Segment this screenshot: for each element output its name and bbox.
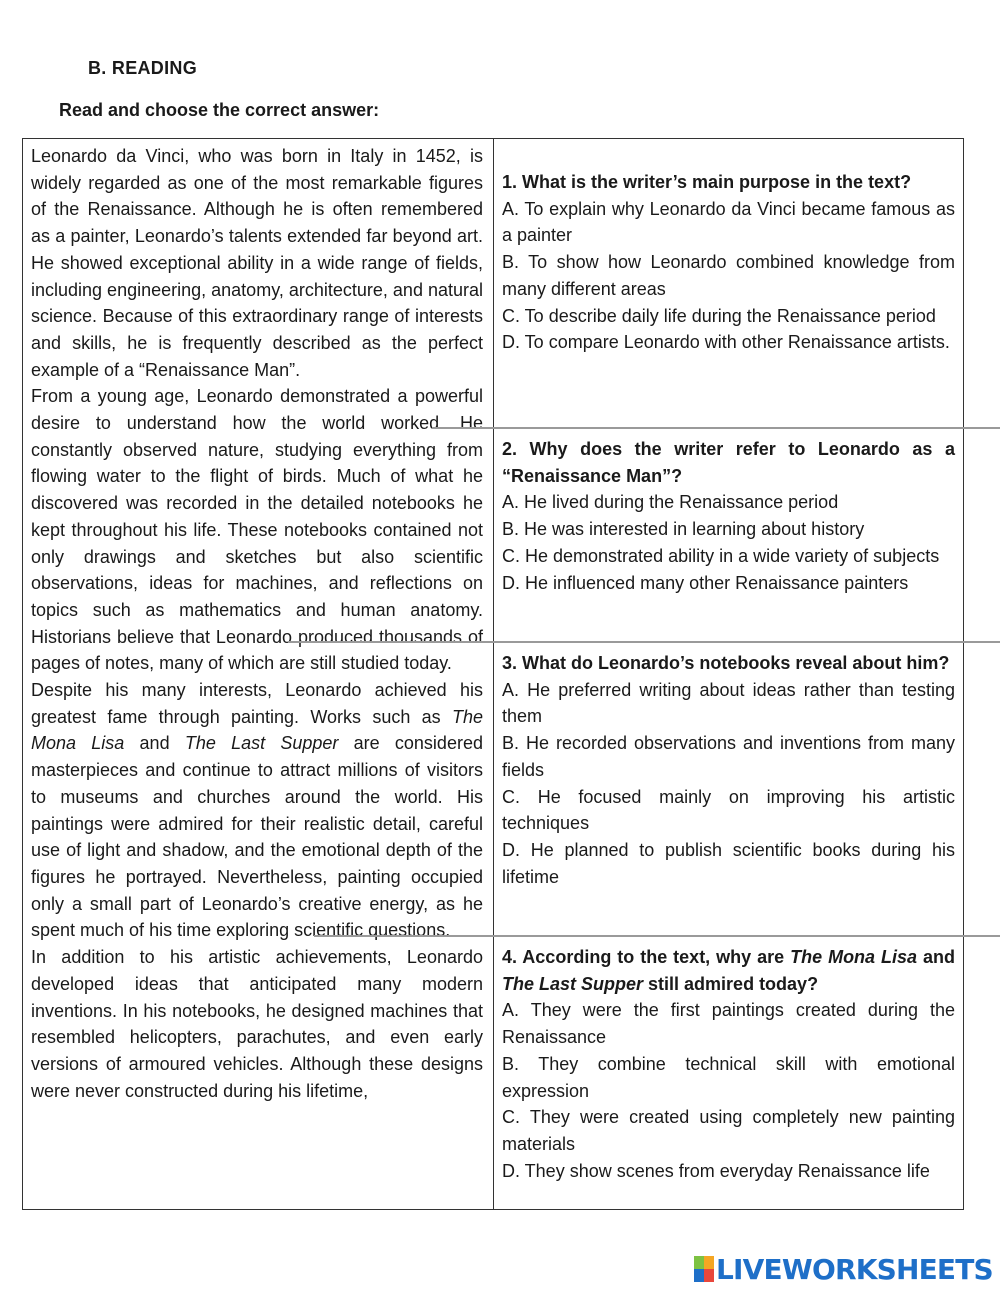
question-4-work-title: The Last Supper xyxy=(502,973,644,994)
question-2-text: 2. Why does the writer refer to Leonardo as a “Renaissance Man”? xyxy=(502,439,955,486)
question-4-work-title: The Mona Lisa xyxy=(790,947,918,967)
reading-table xyxy=(22,138,964,1210)
separator-line xyxy=(288,641,1000,643)
question-4-option-d[interactable]: D. They show scenes from everyday Renaissance life xyxy=(502,1160,930,1181)
question-4-option-b[interactable]: B. They combine technical skill with emotional expression xyxy=(502,1053,955,1101)
passage-p3-text-b: and xyxy=(124,733,185,754)
passage-paragraph-3 xyxy=(31,677,483,944)
question-4-text-c: still admired today? xyxy=(643,973,819,994)
question-4-text-a: 4. According to the text, why are xyxy=(502,947,791,967)
question-1-option-d[interactable]: D. To compare Leonardo with other Renaissance artists. xyxy=(502,332,950,353)
question-2-option-c[interactable]: C. He demonstrated ability in a wide variety of subjects xyxy=(502,545,940,566)
reading-passage xyxy=(31,143,483,1104)
question-4-option-a[interactable]: A. They were the first paintings created during the Renaissance xyxy=(502,1000,955,1048)
question-3-option-c[interactable]: C. He focused mainly on improving his artistic techniques xyxy=(502,786,955,834)
question-4-text-b: and xyxy=(917,947,956,967)
passage-work-title: The Mona Lisa xyxy=(31,706,483,754)
separator-line xyxy=(314,935,1000,937)
question-block-1 xyxy=(502,169,955,356)
question-1-option-a[interactable]: A. To explain why Leonardo da Vinci became famous as a painter xyxy=(502,198,955,246)
question-1-option-b[interactable]: B. To show how Leonardo combined knowledge from many different areas xyxy=(502,252,955,299)
passage-paragraph-2: From a young age, Leonardo demonstrated a powerful desire to understand how the world worked. He constantly observed nature, studying everything from flowing water to the flight of birds. Much of what he discovered was recorded in the detailed notebooks he kept throughout his life. These notebooks contained not only drawings and sketches but also scientific observations, ideas for machines, and reflections on topics such as mathematics and human anatomy. Historians believe that Leonardo produced thousands of pages of notes, many of which are still studied today. xyxy=(31,386,483,674)
question-3-text: 3. What do Leonardo’s notebooks reveal about him? xyxy=(502,653,950,673)
question-4-option-c[interactable]: C. They were created using completely new painting materials xyxy=(502,1107,955,1154)
separator-line xyxy=(432,427,1000,429)
instruction-text: Read and choose the correct answer: xyxy=(59,100,380,120)
liveworksheets-logo xyxy=(694,1254,993,1284)
question-block-4 xyxy=(502,944,955,1184)
question-block-2 xyxy=(502,436,955,596)
passage-paragraph-1: Leonardo da Vinci, who was born in Italy in 1452, is widely regarded as one of the most remarkable figures of the Renaissance. Although he is often remembered as a painter, Leonardo’s talents extended far beyond art. He showed exceptional ability in a wide range of fields, including engineering, anatomy, architecture, and natural science. Because of this extraordinary range of interests and skills, he is frequently described as the perfect example of a “Renaissance Man”. xyxy=(31,146,483,380)
passage-paragraph-4: In addition to his artistic achievements, Leonardo developed ideas that anticipated many modern inventions. In his notebooks, he designed machines that resembled helicopters, parachutes, and even early versions of armoured vehicles. Although these designs were never constructed during his lifetime, xyxy=(31,947,483,1101)
question-3-option-a[interactable]: A. He preferred writing about ideas rather than testing them xyxy=(502,679,955,727)
question-1-text: 1. What is the writer’s main purpose in the text? xyxy=(502,172,912,192)
question-block-3 xyxy=(502,650,955,890)
passage-work-title: The Last Supper xyxy=(184,733,339,754)
question-3-option-b[interactable]: B. He recorded observations and inventions from many fields xyxy=(502,733,955,780)
column-divider xyxy=(493,139,494,1209)
logo-mark-icon xyxy=(694,1256,714,1282)
passage-p3-text-a: Despite his many interests, Leonardo achieved his greatest fame through painting. Works such as xyxy=(31,680,483,727)
question-2-option-b[interactable]: B. He was interested in learning about history xyxy=(502,519,865,540)
question-3-option-d[interactable]: D. He planned to publish scientific books during his lifetime xyxy=(502,839,955,887)
question-4-text xyxy=(502,944,955,997)
logo-text: LIVEWORKSHEETS xyxy=(716,1252,993,1286)
question-2-option-a[interactable]: A. He lived during the Renaissance period xyxy=(502,492,839,513)
passage-p3-text-c: are considered masterpieces and continue to attract millions of visitors to museums and churches around the world. His paintings were admired for their realistic detail, careful use of light and shadow, and the emotional depth of the figures he portrayed. Nevertheless, painting occupied only a small part of Leonardo’s creative energy, as he spent much of his time exploring scientific questions. xyxy=(31,733,483,941)
question-1-option-c[interactable]: C. To describe daily life during the Renaissance period xyxy=(502,305,936,326)
section-heading: B. READING xyxy=(88,58,198,78)
question-2-option-d[interactable]: D. He influenced many other Renaissance painters xyxy=(502,572,909,593)
